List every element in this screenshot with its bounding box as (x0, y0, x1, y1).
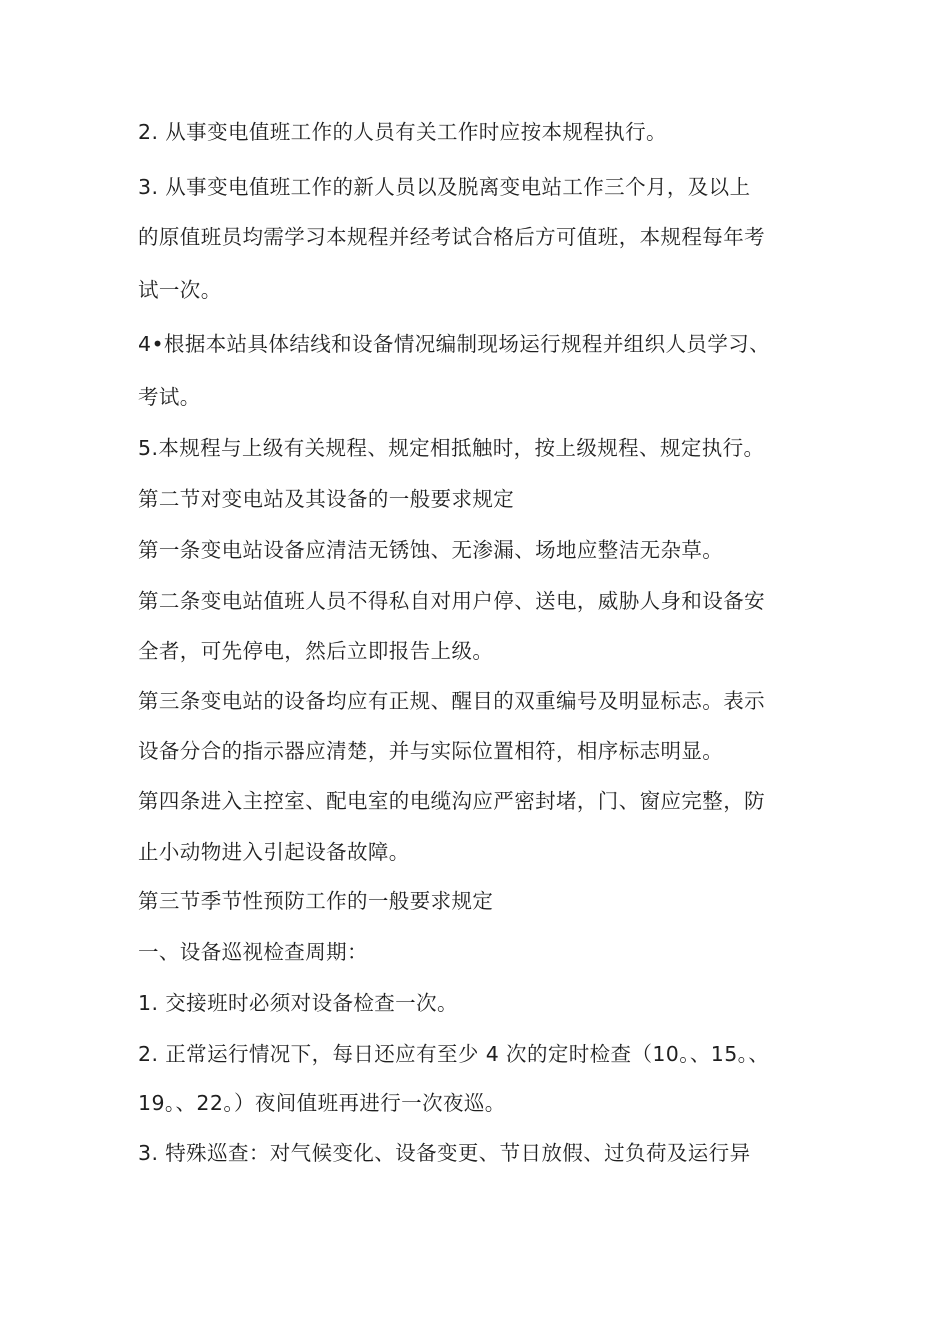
text-line: 2. 从事变电值班工作的人员有关工作时应按本规程执行。 (138, 120, 667, 144)
text-line: 5.本规程与上级有关规程、规定相抵触时，按上级规程、规定执行。 (138, 436, 765, 460)
text-line: 第三条变电站的设备均应有正规、醒目的双重编号及明显标志。表示 (138, 689, 765, 713)
text-line: 第一条变电站设备应清洁无锈蚀、无渗漏、场地应整洁无杂草。 (138, 538, 724, 562)
text-line: 设备分合的指示器应清楚，并与实际位置相符，相序标志明显。 (138, 739, 724, 763)
text-line: 第四条进入主控室、配电室的电缆沟应严密封堵，门、窗应完整，防 (138, 789, 765, 813)
text-line: 3. 从事变电值班工作的新人员以及脱离变电站工作三个月，及以上 (138, 175, 751, 199)
text-line: 第二条变电站值班人员不得私自对用户停、送电，威胁人身和设备安 (138, 589, 765, 613)
section-heading: 第三节季节性预防工作的一般要求规定 (138, 889, 494, 913)
text-line: 3. 特殊巡查：对气候变化、设备变更、节日放假、过负荷及运行异 (138, 1141, 751, 1165)
text-line: 全者，可先停电，然后立即报告上级。 (138, 639, 494, 663)
section-heading: 第二节对变电站及其设备的一般要求规定 (138, 487, 515, 511)
text-line: 一、设备巡视检查周期： (138, 940, 368, 964)
text-line: 的原值班员均需学习本规程并经考试合格后方可值班，本规程每年考 (138, 225, 765, 249)
text-line: 考试。 (138, 385, 201, 409)
text-line: 2. 正常运行情况下，每日还应有至少 4 次的定时检查（10。、15。、 (138, 1042, 770, 1066)
text-line: 19。、22。）夜间值班再进行一次夜巡。 (138, 1091, 506, 1115)
text-line: 4•根据本站具体结线和设备情况编制现场运行规程并组织人员学习、 (138, 332, 771, 356)
text-line: 止小动物进入引起设备故障。 (138, 840, 410, 864)
text-line: 试一次。 (138, 278, 222, 302)
text-line: 1. 交接班时必须对设备检查一次。 (138, 991, 458, 1015)
